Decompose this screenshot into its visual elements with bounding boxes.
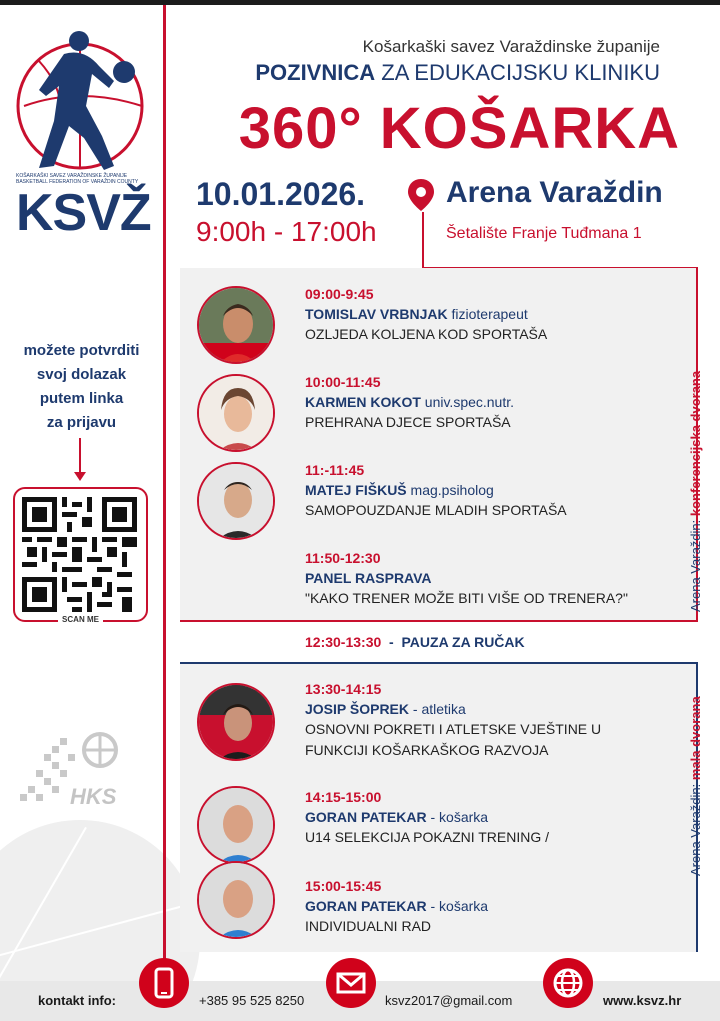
- globe-icon[interactable]: [543, 958, 593, 1008]
- speaker-photo: [197, 683, 275, 761]
- event-date: 10.01.2026.: [196, 176, 366, 212]
- speaker-photo: [197, 861, 275, 939]
- location-pin-icon: [407, 178, 435, 212]
- invitation-bold: POZIVNICA: [255, 60, 376, 85]
- contact-web[interactable]: www.ksvz.hr: [603, 993, 682, 1008]
- session-time: 11:50-12:30: [305, 550, 381, 566]
- speaker-name: JOSIP ŠOPREK: [305, 701, 410, 717]
- hks-text: HKS: [70, 784, 117, 809]
- session-topic: "KAKO TRENER MOŽE BITI VIŠE OD TRENERA?": [305, 590, 628, 606]
- lunch-break: [305, 634, 525, 650]
- arrow-head-icon: [74, 472, 86, 481]
- hall1-label-prefix: Arena Varaždin:: [688, 516, 703, 612]
- logo-caption: KOŠARKAŠKI SAVEZ VARAŽDINSKE ŽUPANIJE BASKETBALL FEDERATION OF VARAŽDIN COUNTY: [16, 173, 139, 185]
- session-time: 13:30-14:15: [305, 681, 382, 697]
- divider-line: [163, 5, 166, 1021]
- organization-name: Košarkaški savez Varaždinske županije: [362, 37, 660, 56]
- session-topic: U14 SELEKCIJA POKAZNI TRENING /: [305, 829, 550, 845]
- lunch-text: - PAUZA ZA RUČAK: [381, 634, 525, 650]
- qr-code[interactable]: [22, 497, 137, 612]
- session-6: [305, 787, 695, 848]
- logo-abbr: KSVŽ: [16, 184, 151, 242]
- speaker-name: MATEJ FIŠKUŠ: [305, 482, 407, 498]
- event-title: 360° KOŠARKA: [238, 96, 680, 161]
- session-time: 15:00-15:45: [305, 878, 382, 894]
- session-topic: PREHRANA DJECE SPORTAŠA: [305, 414, 511, 430]
- speaker-name: GORAN PATEKAR: [305, 809, 427, 825]
- session-speaker: [305, 699, 695, 719]
- scan-me-text: SCAN ME: [58, 615, 103, 624]
- speaker-role: - košarka: [426, 809, 489, 825]
- session-speaker: [305, 568, 695, 588]
- session-topic-line2: FUNKCIJI KOŠARKAŠKOG RAZVOJA: [305, 742, 549, 758]
- session-topic: INDIVIDUALNI RAD: [305, 918, 432, 934]
- speaker-photo: [197, 286, 275, 364]
- confirm-text: možete potvrditi svoj dolazak putem linka za prijavu: [23, 342, 140, 431]
- session-topic: SAMOPOUZDANJE MLADIH SPORTAŠA: [305, 502, 567, 518]
- speaker-role: - košarka: [426, 898, 489, 914]
- speaker-role: univ.spec.nutr.: [420, 394, 515, 410]
- speaker-photo: [197, 374, 275, 452]
- invitation-rest: ZA EDUKACIJSKU KLINIKU: [375, 60, 660, 85]
- speaker-name: PANEL RASPRAVA: [305, 570, 432, 586]
- speaker-photo: [197, 462, 275, 540]
- speaker-role: - atletika: [409, 701, 466, 717]
- arrow-down-icon: [79, 438, 81, 476]
- session-topic: OSNOVNI POKRETI I ATLETSKE VJEŠTINE U: [305, 721, 602, 737]
- session-time: 14:15-15:00: [305, 789, 382, 805]
- speaker-photo: [197, 786, 275, 864]
- hall2-label-prefix: Arena Varaždin:: [688, 780, 703, 876]
- session-speaker: [305, 304, 695, 324]
- session-2: [305, 372, 695, 433]
- session-time: 11:-11:45: [305, 462, 365, 478]
- event-time: 9:00h - 17:00h: [196, 216, 377, 247]
- hall1-label-bold: konferencijska dvorana: [688, 370, 703, 517]
- contact-email[interactable]: ksvz2017@gmail.com: [385, 993, 513, 1008]
- session-3: [305, 460, 695, 521]
- session-time: 09:00-9:45: [305, 286, 374, 302]
- session-speaker: [305, 807, 695, 827]
- session-1: [305, 284, 695, 345]
- contact-label: kontakt info:: [38, 993, 116, 1008]
- speaker-role: mag.psiholog: [406, 482, 494, 498]
- session-5: [305, 679, 695, 761]
- hall2-label-bold: mala dvorana: [688, 696, 703, 781]
- event-venue: Arena Varaždin: [446, 176, 663, 209]
- session-4: [305, 548, 695, 609]
- lunch-time: 12:30-13:30: [305, 634, 382, 650]
- speaker-name: GORAN PATEKAR: [305, 898, 427, 914]
- email-icon[interactable]: [326, 958, 376, 1008]
- session-speaker: [305, 392, 695, 412]
- scan-me-label: [13, 615, 148, 624]
- invitation-heading: [180, 60, 660, 86]
- session-topic: OZLJEDA KOLJENA KOD SPORTAŠA: [305, 326, 548, 342]
- session-time: 10:00-11:45: [305, 374, 381, 390]
- session-7: [305, 876, 695, 937]
- speaker-name: TOMISLAV VRBNJAK: [305, 306, 448, 322]
- event-address: Šetalište Franje Tuđmana 1: [446, 225, 642, 242]
- session-speaker: [305, 480, 695, 500]
- phone-icon[interactable]: [139, 958, 189, 1008]
- speaker-name: KARMEN KOKOT: [305, 394, 421, 410]
- session-speaker: [305, 896, 695, 916]
- contact-phone[interactable]: +385 95 525 8250: [199, 993, 305, 1008]
- speaker-role: fizioterapeut: [447, 306, 528, 322]
